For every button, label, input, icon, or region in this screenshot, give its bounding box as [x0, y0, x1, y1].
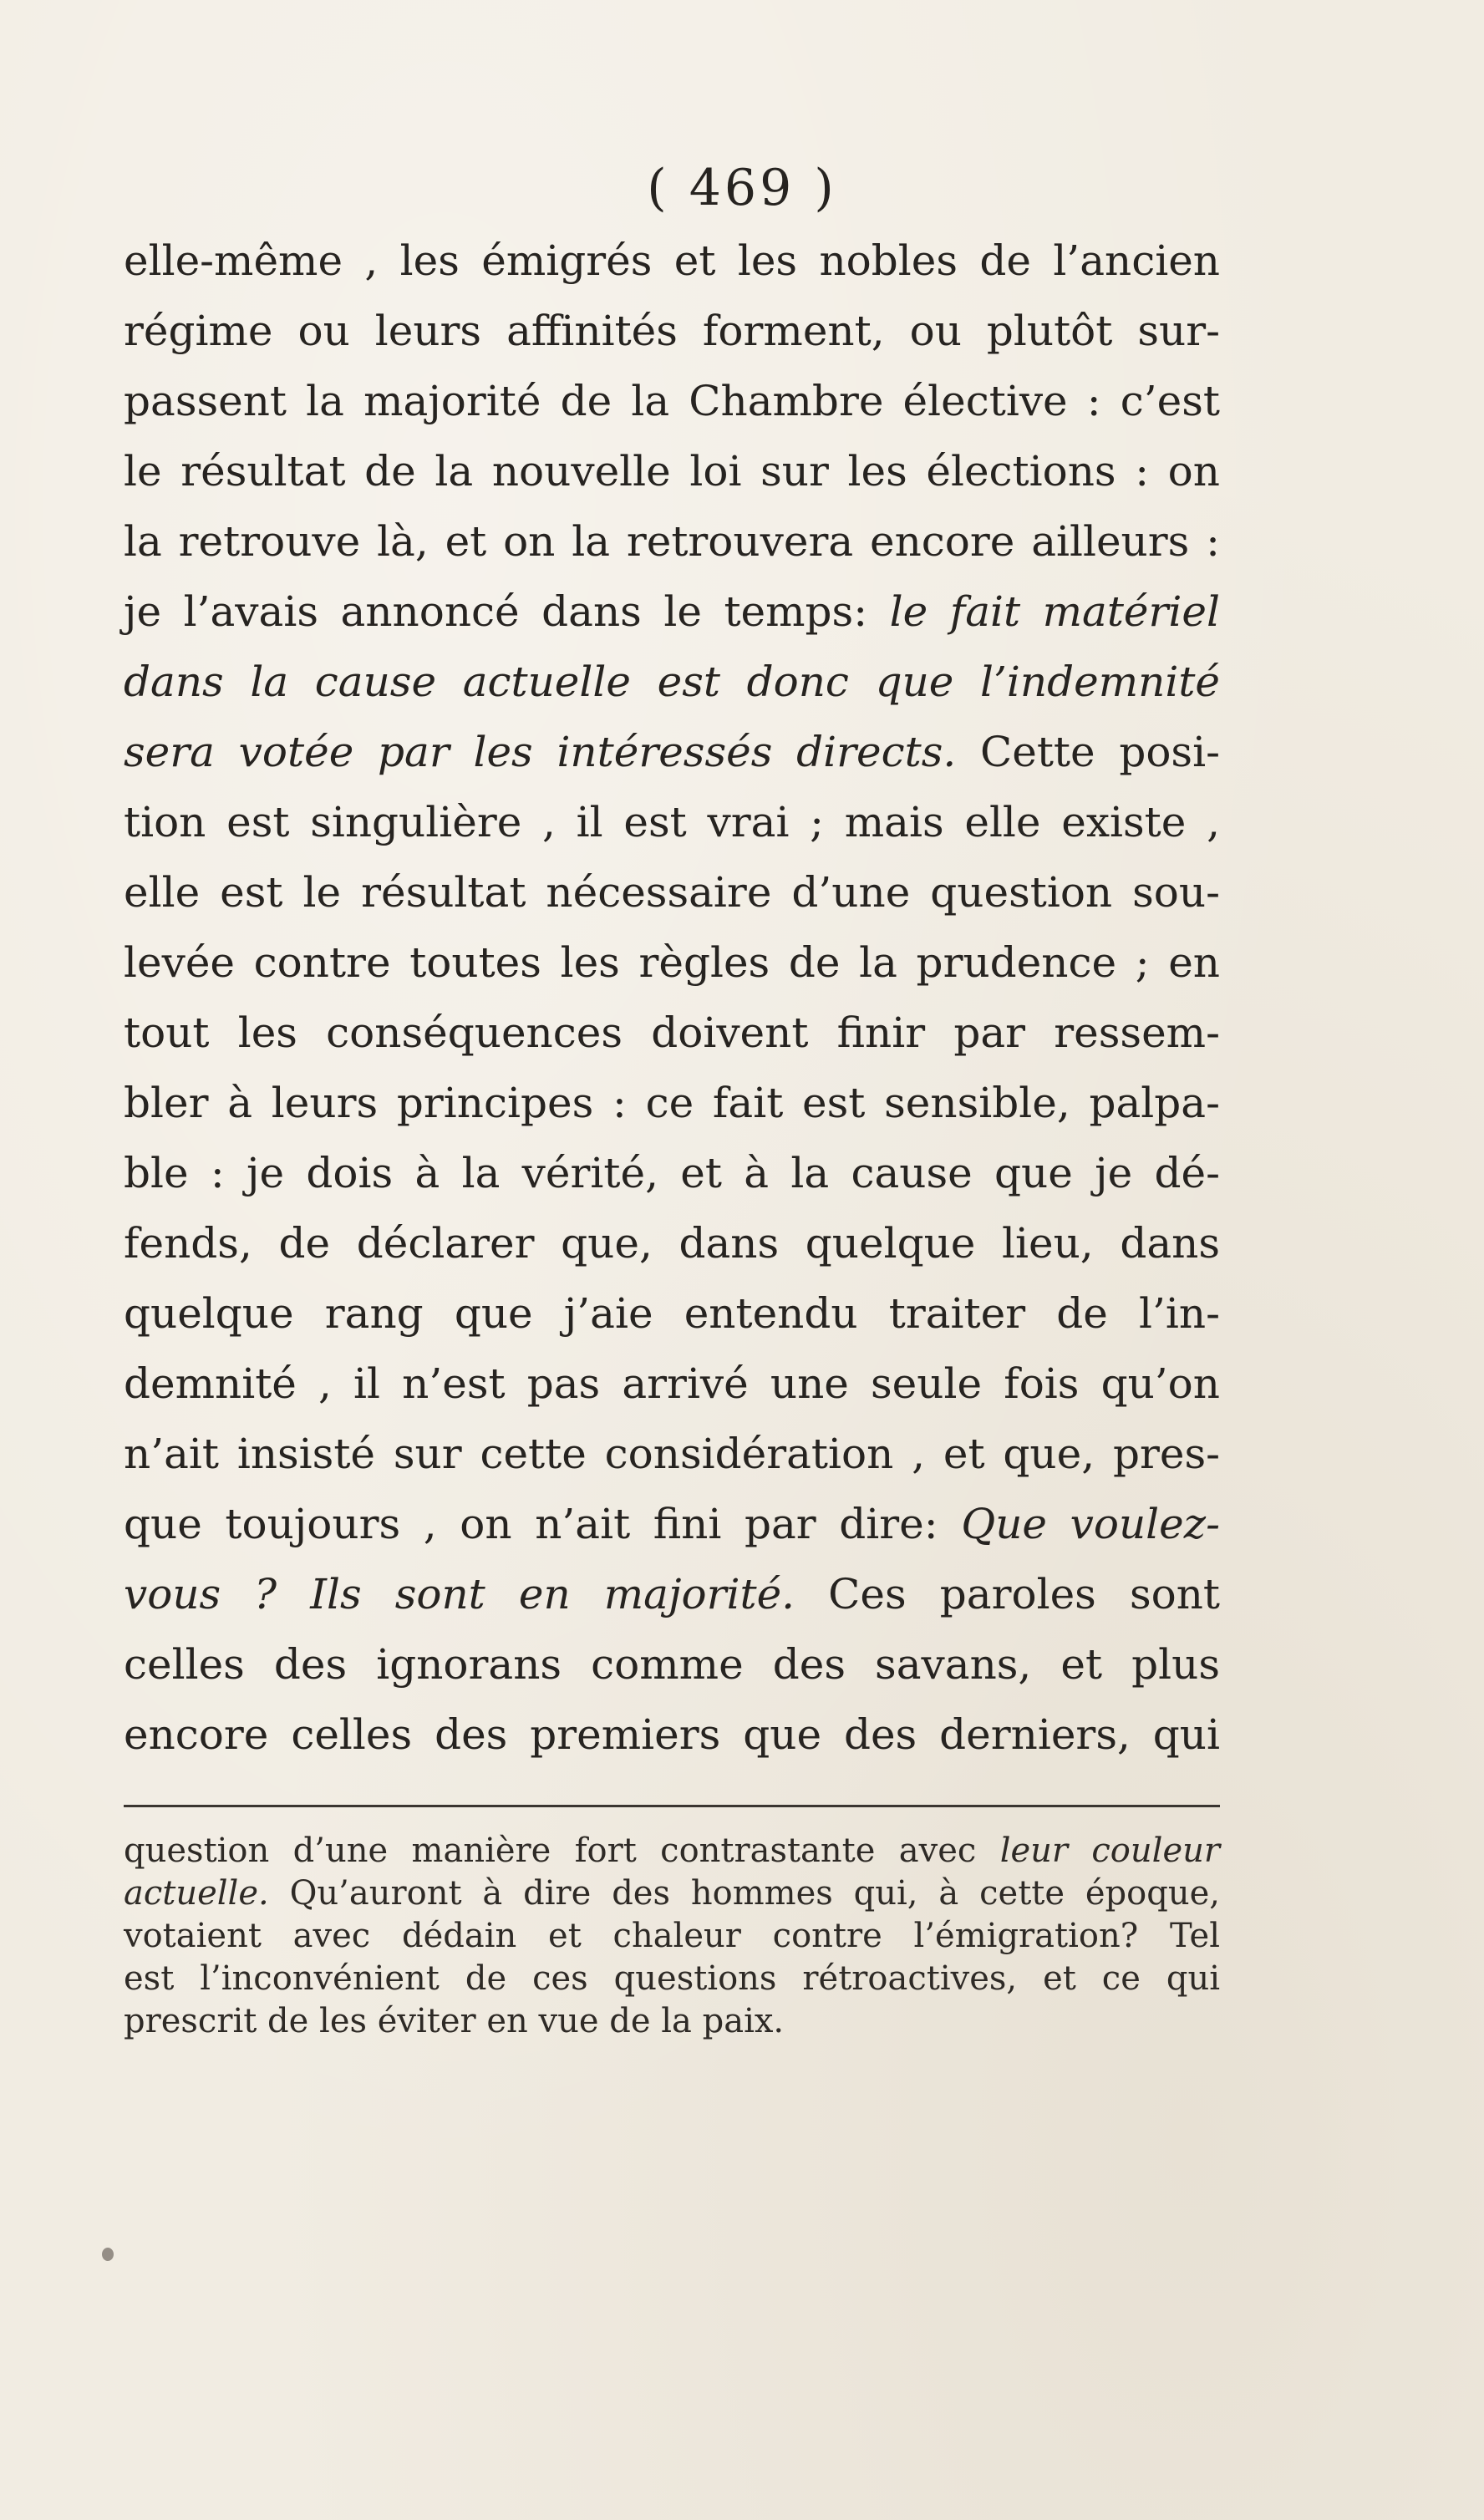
body-text-line	[124, 1138, 1220, 1208]
footnote-text-line	[124, 1872, 1220, 1915]
text-segment: la retrouve là, et on la retrouvera encore ailleurs :	[124, 517, 1220, 566]
text-segment: fends, de déclarer que, dans quelque lieu, dans	[124, 1219, 1220, 1268]
body-text-line	[124, 1559, 1220, 1629]
italic-text-segment: Que voulez-	[961, 1500, 1220, 1548]
body-text-line	[124, 717, 1220, 787]
body-text-line	[124, 506, 1220, 577]
text-segment: Qu’auront à dire des hommes qui, à cette époque,	[268, 1874, 1220, 1913]
text-segment: Ces paroles sont	[795, 1570, 1221, 1618]
body-text-line	[124, 1349, 1220, 1419]
body-text-line	[124, 857, 1220, 927]
body-text-line	[124, 436, 1220, 506]
italic-text-segment: dans la cause actuelle est donc que l’indemnité	[124, 658, 1220, 706]
body-text-line	[124, 226, 1220, 296]
text-segment: je l’avais annoncé dans le temps:	[124, 587, 890, 636]
italic-text-segment: actuelle.	[124, 1874, 269, 1913]
text-segment: Cette posi-	[956, 728, 1220, 776]
footnote-text-line	[124, 1958, 1220, 2000]
text-segment: régime ou leurs affinités forment, ou plutôt sur-	[124, 307, 1220, 355]
body-text-line	[124, 577, 1220, 647]
text-segment: votaient avec dédain et chaleur contre l’émigration? Tel	[124, 1917, 1220, 1955]
text-segment: le résultat de la nouvelle loi sur les élections : on	[124, 447, 1220, 495]
main-text-block	[124, 226, 1220, 1770]
footnote-block	[124, 1830, 1220, 2043]
body-text-line	[124, 998, 1220, 1068]
body-text-line	[124, 366, 1220, 436]
text-segment: elle-même , les émigrés et les nobles de l’ancien	[124, 236, 1220, 285]
text-segment: question d’une manière fort contrastante avec	[124, 1832, 1000, 1870]
body-text-line	[124, 927, 1220, 998]
italic-text-segment: sera votée par les intéressés directs.	[124, 728, 957, 776]
body-text-line	[124, 1489, 1220, 1559]
body-text-line	[124, 1208, 1220, 1278]
text-segment: passent la majorité de la Chambre élective : c’est	[124, 377, 1220, 425]
italic-text-segment: le fait matériel	[889, 587, 1220, 636]
footnote-text-line	[124, 2000, 1220, 2043]
text-segment: ble : je dois à la vérité, et à la cause que je dé-	[124, 1149, 1220, 1197]
body-text-line	[124, 787, 1220, 857]
body-text-line	[124, 1278, 1220, 1349]
body-text-line	[124, 1629, 1220, 1699]
body-text-line	[124, 1068, 1220, 1138]
text-segment: celles des ignorans comme des savans, et plus	[124, 1640, 1220, 1689]
text-segment: tion est singulière , il est vrai ; mais elle existe ,	[124, 798, 1220, 846]
text-segment: quelque rang que j’aie entendu traiter de l’in-	[124, 1289, 1220, 1338]
text-segment: tout les conséquences doivent finir par ressem-	[124, 1009, 1220, 1057]
italic-text-segment: vous ? Ils sont en majorité.	[124, 1570, 795, 1618]
body-text-line	[124, 1419, 1220, 1489]
italic-text-segment: leur couleur	[999, 1832, 1221, 1870]
text-segment: levée contre toutes les règles de la prudence ; en	[124, 938, 1220, 987]
text-segment: elle est le résultat nécessaire d’une question sou-	[124, 868, 1220, 917]
paper-speck-mark	[102, 2248, 114, 2261]
text-segment: bler à leurs principes : ce fait est sensible, palpa-	[124, 1079, 1220, 1127]
text-segment: encore celles des premiers que des derniers, qui	[124, 1710, 1220, 1759]
body-text-line	[124, 647, 1220, 717]
footnote-separator-rule	[124, 1805, 1220, 1807]
body-text-line	[124, 1699, 1220, 1770]
text-segment: est l’inconvénient de ces questions rétroactives, et ce qui	[124, 1959, 1220, 1998]
footnote-text-line	[124, 1915, 1220, 1958]
footnote-text-line	[124, 1830, 1220, 1872]
text-segment: que toujours , on n’ait fini par dire:	[124, 1500, 962, 1548]
text-segment: n’ait insisté sur cette considération , et que, pres-	[124, 1430, 1220, 1478]
body-text-line	[124, 296, 1220, 366]
text-segment: prescrit de les éviter en vue de la paix.	[124, 2002, 785, 2040]
text-segment: demnité , il n’est pas arrivé une seule fois qu’on	[124, 1359, 1220, 1408]
page-number: ( 469 )	[647, 159, 837, 217]
